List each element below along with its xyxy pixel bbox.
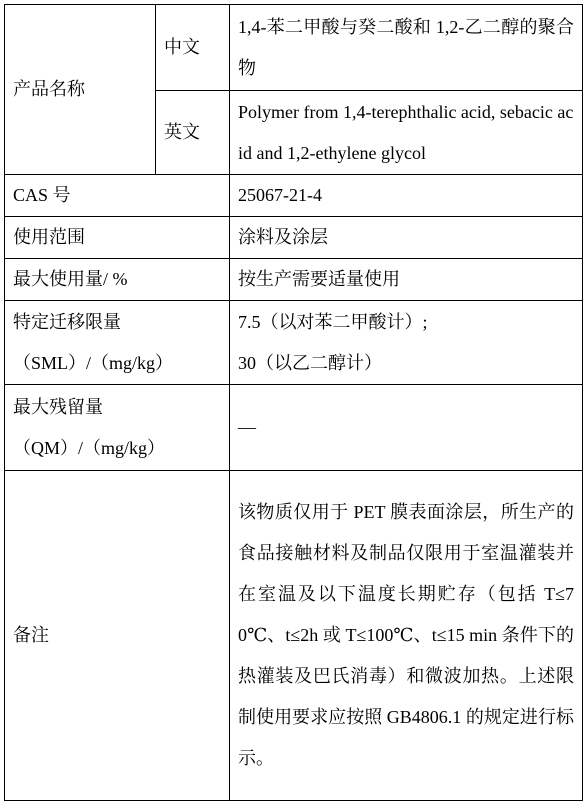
english-name-label: 英文 <box>156 91 230 175</box>
english-name-value: Polymer from 1,4-terephthalic acid, sebacic acid and 1,2-ethylene glycol <box>230 91 583 175</box>
qm-label <box>5 385 230 471</box>
sml-value-line1: 7.5（以对苯二甲酸计）; <box>238 311 428 332</box>
table-row <box>5 301 583 385</box>
remarks-label: 备注 <box>5 471 230 801</box>
max-use-value: 按生产需要适量使用 <box>230 259 583 301</box>
cas-label: CAS 号 <box>5 175 230 217</box>
chinese-name-value: 1,4-苯二甲酸与癸二酸和 1,2-乙二醇的聚合物 <box>230 5 583 91</box>
table-row <box>5 175 583 217</box>
sml-label-line2: （SML）/（mg/kg） <box>13 352 174 373</box>
product-name-label: 产品名称 <box>5 5 156 175</box>
max-use-label: 最大使用量/ % <box>5 259 230 301</box>
scope-value: 涂料及涂层 <box>230 217 583 259</box>
sml-value-line2: 30（以乙二醇计） <box>238 352 382 373</box>
table-row <box>5 259 583 301</box>
sml-label-line1: 特定迁移限量 <box>13 311 121 332</box>
cas-value: 25067-21-4 <box>230 175 583 217</box>
table-row <box>5 471 583 801</box>
table-row <box>5 385 583 471</box>
table-row <box>5 5 583 91</box>
sml-label <box>5 301 230 385</box>
scope-label: 使用范围 <box>5 217 230 259</box>
sml-value <box>230 301 583 385</box>
qm-label-line2: （QM）/（mg/kg） <box>13 437 166 458</box>
chinese-name-label: 中文 <box>156 5 230 91</box>
qm-value: — <box>230 385 583 471</box>
specification-table <box>4 4 583 801</box>
table-row <box>5 217 583 259</box>
qm-label-line1: 最大残留量 <box>13 396 103 417</box>
remarks-value: 该物质仅用于 PET 膜表面涂层，所生产的食品接触材料及制品仅限用于室温灌装并在室温及以下温度长期贮存（包括 T≤70℃、t≤2h 或 T≤100℃、t≤15 min 条件下的热灌装及巴氏消毒）和微波加热。上述限制使用要求应按照 GB4806.1 的规定进行标示。 <box>230 471 583 801</box>
